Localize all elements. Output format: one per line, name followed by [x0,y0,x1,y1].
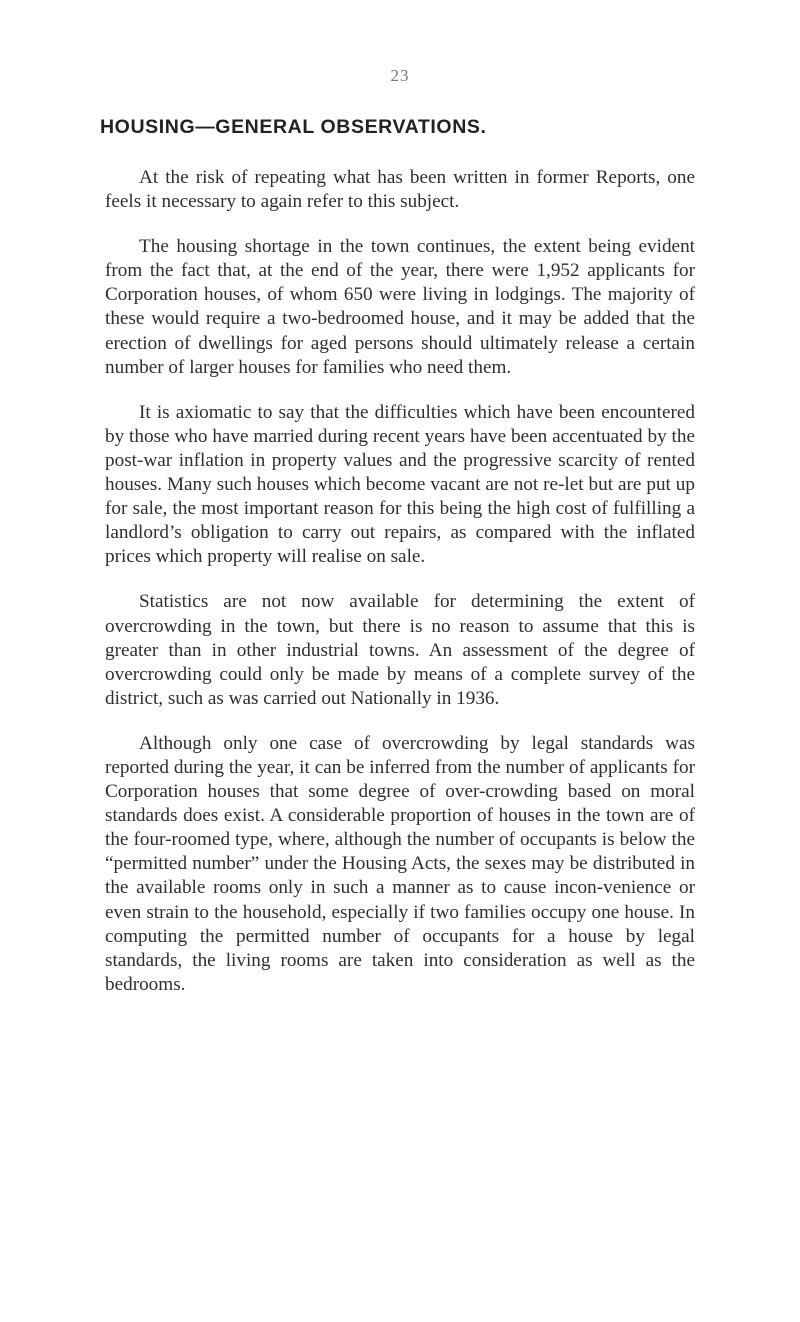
paragraph: Although only one case of overcrowding by legal standards was reported during the year, it can be inferred from the number of applicants for Corporation houses that some degree of over-crowding based on moral standards does exist. A considerable proportion of houses in the town are of the four-roomed type, where, although the number of occupants is below the “permitted number” under the Housing Acts, the sexes may be distributed in the available rooms only in such a manner as to cause incon-venience or even strain to the household, especially if two families occupy one house. In computing the permitted number of occupants for a house by legal standards, the living rooms are taken into consideration as well as the bedrooms. [105,732,695,995]
paragraph: At the risk of repeating what has been written in former Reports, one feels it necessary to again refer to this subject. [105,167,695,213]
body-text [105,166,695,1018]
page-number: 23 [390,66,410,85]
page-heading: HOUSING—GENERAL OBSERVATIONS. [100,116,487,138]
paragraph: Statistics are not now available for determining the extent of overcrowding in the town, but there is no reason to assume that this is greater than in other industrial towns. An assessment of the degree of overcrowding could only be made by means of a complete survey of the district, such as was carried out Nationally in 1936. [105,591,695,709]
paragraph: The housing shortage in the town continues, the extent being evident from the fact that, at the end of the year, there were 1,952 applicants for Corporation houses, of whom 650 were living in lodgings. The majority of these would require a two-bedroomed house, and it may be added that the erection of dwellings for aged persons should ultimately release a certain number of larger houses for families who need them. [105,236,695,378]
paragraph: It is axiomatic to say that the difficulties which have been encountered by those who have married during recent years have been accentuated by the post-war inflation in property values and the progressive scarcity of rented houses. Many such houses which become vacant are not re-let but are put up for sale, the most important reason for this being the high cost of fulfilling a landlord’s obligation to carry out repairs, as compared with the inflated prices which property will realise on sale. [105,401,695,568]
